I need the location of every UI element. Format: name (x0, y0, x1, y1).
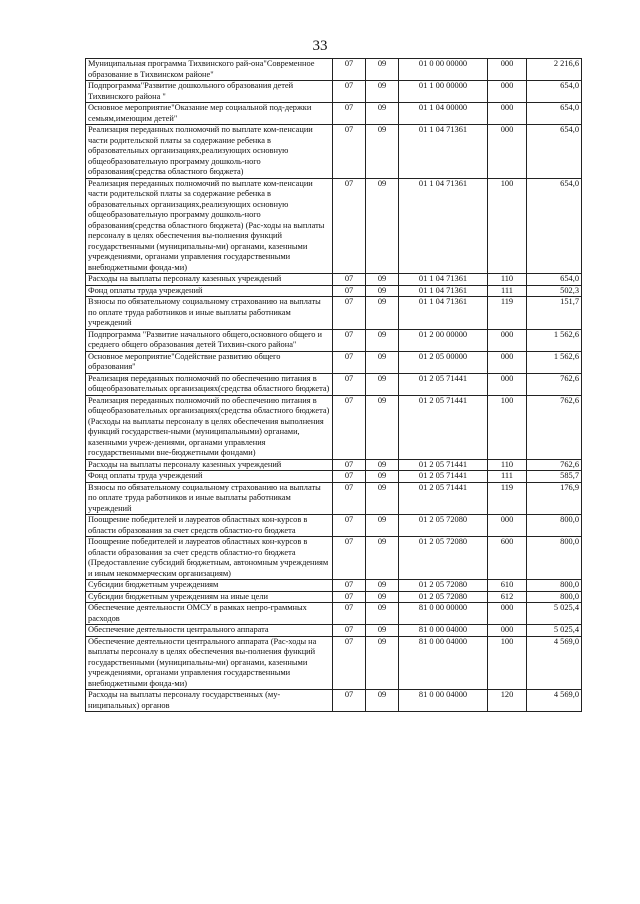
row-target-article-cell: 81 0 00 04000 (399, 636, 488, 690)
row-amount-cell: 502,3 (527, 285, 582, 297)
row-expense-type-cell: 000 (488, 125, 527, 179)
row-name-cell: Взносы по обязательному социальному страхованию на выплаты по оплате труда работников и иные выплаты работникам учреждений (86, 482, 333, 515)
row-subsection-cell: 09 (366, 103, 399, 125)
row-target-article-cell: 01 1 04 71361 (399, 297, 488, 330)
row-amount-cell: 800,0 (527, 580, 582, 592)
row-name-cell: Подпрограмма "Развитие начального общего,основного общего и среднего общего образования детей Тихвин-ского района" (86, 329, 333, 351)
row-name-cell: Обеспечение деятельности центрального аппарата (Рас-ходы на выплаты персоналу в целях обеспечения вы-полнения функций государственными (муниципальны-ми) органами, казенными учреждениями, органами управления государственными внебюджетными фонда-ми) (86, 636, 333, 690)
row-section-cell: 07 (333, 537, 366, 580)
budget-table-body (86, 59, 582, 712)
row-expense-type-cell: 000 (488, 603, 527, 625)
row-subsection-cell: 09 (366, 81, 399, 103)
row-target-article-cell: 01 2 05 72080 (399, 580, 488, 592)
row-name-cell: Муниципальная программа Тихвинского рай-она"Современное образование в Тихвинском районе" (86, 59, 333, 81)
row-name-cell: Взносы по обязательному социальному страхованию на выплаты по оплате труда работников и иные выплаты работникам учреждений (86, 297, 333, 330)
row-subsection-cell: 09 (366, 515, 399, 537)
row-name-cell: Фонд оплаты труда учреждений (86, 471, 333, 483)
row-expense-type-cell: 000 (488, 329, 527, 351)
row-name-cell: Поощрение победителей и лауреатов областных кон-курсов в области образования за счет средств областно-го бюджета (86, 515, 333, 537)
row-expense-type-cell: 100 (488, 636, 527, 690)
row-subsection-cell: 09 (366, 395, 399, 459)
row-target-article-cell: 01 2 05 71441 (399, 459, 488, 471)
row-amount-cell: 585,7 (527, 471, 582, 483)
row-section-cell: 07 (333, 373, 366, 395)
row-amount-cell: 654,0 (527, 178, 582, 274)
row-section-cell: 07 (333, 59, 366, 81)
row-amount-cell: 5 025,4 (527, 603, 582, 625)
row-section-cell: 07 (333, 580, 366, 592)
row-name-cell: Расходы на выплаты персоналу казенных учреждений (86, 274, 333, 286)
page-number: 33 (312, 38, 328, 54)
table-row (86, 329, 582, 351)
row-name-cell: Расходы на выплаты персоналу казенных учреждений (86, 459, 333, 471)
row-expense-type-cell: 000 (488, 373, 527, 395)
row-subsection-cell: 09 (366, 274, 399, 286)
table-row (86, 482, 582, 515)
row-name-cell: Основное мероприятие"Содействие развитию общего образования" (86, 351, 333, 373)
row-expense-type-cell: 612 (488, 591, 527, 603)
row-amount-cell: 2 216,6 (527, 59, 582, 81)
row-subsection-cell: 09 (366, 351, 399, 373)
row-amount-cell: 1 562,6 (527, 329, 582, 351)
row-subsection-cell: 09 (366, 482, 399, 515)
row-section-cell: 07 (333, 690, 366, 712)
row-section-cell: 07 (333, 515, 366, 537)
row-section-cell: 07 (333, 297, 366, 330)
row-section-cell: 07 (333, 482, 366, 515)
row-expense-type-cell: 119 (488, 482, 527, 515)
row-amount-cell: 654,0 (527, 274, 582, 286)
row-amount-cell: 762,6 (527, 373, 582, 395)
row-section-cell: 07 (333, 395, 366, 459)
table-row (86, 603, 582, 625)
row-section-cell: 07 (333, 178, 366, 274)
table-row (86, 285, 582, 297)
row-expense-type-cell: 119 (488, 297, 527, 330)
row-subsection-cell: 09 (366, 603, 399, 625)
row-subsection-cell: 09 (366, 471, 399, 483)
row-target-article-cell: 01 1 04 00000 (399, 103, 488, 125)
row-subsection-cell: 09 (366, 178, 399, 274)
row-target-article-cell: 01 0 00 00000 (399, 59, 488, 81)
row-expense-type-cell: 100 (488, 178, 527, 274)
row-subsection-cell: 09 (366, 125, 399, 179)
row-expense-type-cell: 000 (488, 59, 527, 81)
row-amount-cell: 654,0 (527, 103, 582, 125)
row-subsection-cell: 09 (366, 636, 399, 690)
table-row (86, 515, 582, 537)
row-amount-cell: 762,6 (527, 395, 582, 459)
row-amount-cell: 151,7 (527, 297, 582, 330)
row-section-cell: 07 (333, 351, 366, 373)
row-target-article-cell: 01 2 05 72080 (399, 537, 488, 580)
row-target-article-cell: 01 2 05 72080 (399, 515, 488, 537)
table-row (86, 81, 582, 103)
row-subsection-cell: 09 (366, 329, 399, 351)
table-row (86, 103, 582, 125)
row-expense-type-cell: 110 (488, 274, 527, 286)
row-target-article-cell: 01 2 05 71441 (399, 471, 488, 483)
table-row (86, 690, 582, 712)
row-target-article-cell: 81 0 00 04000 (399, 690, 488, 712)
row-target-article-cell: 01 1 04 71361 (399, 285, 488, 297)
row-subsection-cell: 09 (366, 537, 399, 580)
row-amount-cell: 1 562,6 (527, 351, 582, 373)
row-section-cell: 07 (333, 274, 366, 286)
row-name-cell: Реализация переданных полномочий по выплате ком-пенсации части родительской платы за содержание ребенка в образовательных организациях,реализующих основную общеобразовательную программу дошколь-ного образования(средства областного бюджета) (86, 125, 333, 179)
table-row (86, 297, 582, 330)
table-row (86, 580, 582, 592)
row-amount-cell: 4 569,0 (527, 636, 582, 690)
row-name-cell: Субсидии бюджетным учреждениям (86, 580, 333, 592)
row-name-cell: Реализация переданных полномочий по обеспечению питания в общеобразовательных организациях(средства областного бюджета) (86, 373, 333, 395)
row-name-cell: Реализация переданных полномочий по обеспечению питания в общеобразовательных организациях(средства областного бюджета) (Расходы на выплаты персоналу в целях обеспечения выполнения функций государствен-ными (муниципальными) органами, казенными учреж-дениями, органами управления государственными вне-бюджетными фондами) (86, 395, 333, 459)
row-name-cell: Субсидии бюджетным учреждениям на иные цели (86, 591, 333, 603)
row-name-cell: Основное мероприятие"Оказание мер социальной под-держки семьям,имеющим детей" (86, 103, 333, 125)
row-target-article-cell: 01 2 05 72080 (399, 591, 488, 603)
row-section-cell: 07 (333, 285, 366, 297)
row-name-cell: Реализация переданных полномочий по выплате ком-пенсации части родительской платы за содержание ребенка в образовательных организациях,реализующих основную общеобразовательную программу дошколь-ного образования(средства областного бюджета) (Рас-ходы на выплаты персоналу в целях обеспечения вы-полнения функций государственными (муниципальны-ми) органами, казенными учреждениями, органами управления государственными внебюджетными фонда-ми) (86, 178, 333, 274)
table-row (86, 395, 582, 459)
row-subsection-cell: 09 (366, 297, 399, 330)
row-amount-cell: 4 569,0 (527, 690, 582, 712)
row-expense-type-cell: 610 (488, 580, 527, 592)
row-amount-cell: 762,6 (527, 459, 582, 471)
row-expense-type-cell: 000 (488, 515, 527, 537)
table-row (86, 591, 582, 603)
row-target-article-cell: 01 1 04 71361 (399, 178, 488, 274)
row-expense-type-cell: 120 (488, 690, 527, 712)
row-target-article-cell: 81 0 00 04000 (399, 625, 488, 637)
row-amount-cell: 654,0 (527, 125, 582, 179)
row-target-article-cell: 01 1 04 71361 (399, 274, 488, 286)
row-expense-type-cell: 000 (488, 103, 527, 125)
table-row (86, 125, 582, 179)
row-subsection-cell: 09 (366, 690, 399, 712)
row-expense-type-cell: 111 (488, 471, 527, 483)
row-target-article-cell: 01 2 05 71441 (399, 482, 488, 515)
table-row (86, 351, 582, 373)
table-row (86, 471, 582, 483)
row-expense-type-cell: 600 (488, 537, 527, 580)
budget-table (85, 58, 582, 712)
row-amount-cell: 800,0 (527, 515, 582, 537)
row-target-article-cell: 01 2 05 71441 (399, 395, 488, 459)
row-section-cell: 07 (333, 125, 366, 179)
table-row (86, 537, 582, 580)
row-section-cell: 07 (333, 471, 366, 483)
row-name-cell: Обеспечение деятельности ОМСУ в рамках непро-граммных расходов (86, 603, 333, 625)
table-row (86, 59, 582, 81)
row-amount-cell: 176,9 (527, 482, 582, 515)
row-section-cell: 07 (333, 103, 366, 125)
row-name-cell: Подпрограмма"Развитие дошкольного образования детей Тихвинского района " (86, 81, 333, 103)
row-section-cell: 07 (333, 636, 366, 690)
row-subsection-cell: 09 (366, 285, 399, 297)
row-section-cell: 07 (333, 459, 366, 471)
row-target-article-cell: 01 2 00 00000 (399, 329, 488, 351)
row-section-cell: 07 (333, 81, 366, 103)
row-target-article-cell: 01 2 05 00000 (399, 351, 488, 373)
row-expense-type-cell: 100 (488, 395, 527, 459)
row-expense-type-cell: 111 (488, 285, 527, 297)
row-amount-cell: 5 025,4 (527, 625, 582, 637)
row-section-cell: 07 (333, 591, 366, 603)
table-row (86, 625, 582, 637)
row-expense-type-cell: 110 (488, 459, 527, 471)
row-name-cell: Фонд оплаты труда учреждений (86, 285, 333, 297)
table-row (86, 178, 582, 274)
row-expense-type-cell: 000 (488, 351, 527, 373)
row-name-cell: Поощрение победителей и лауреатов областных кон-курсов в области образования за счет средств областно-го бюджета (Предоставление субсидий бюджетным, автономным учреждениям и иным некоммерческим организациям) (86, 537, 333, 580)
table-row (86, 636, 582, 690)
row-name-cell: Расходы на выплаты персоналу государственных (му-ниципальных) органов (86, 690, 333, 712)
table-row (86, 373, 582, 395)
row-subsection-cell: 09 (366, 373, 399, 395)
row-target-article-cell: 01 2 05 71441 (399, 373, 488, 395)
row-subsection-cell: 09 (366, 59, 399, 81)
row-section-cell: 07 (333, 329, 366, 351)
row-subsection-cell: 09 (366, 625, 399, 637)
row-amount-cell: 800,0 (527, 537, 582, 580)
row-amount-cell: 800,0 (527, 591, 582, 603)
row-name-cell: Обеспечение деятельности центрального аппарата (86, 625, 333, 637)
row-expense-type-cell: 000 (488, 625, 527, 637)
row-target-article-cell: 01 1 04 71361 (399, 125, 488, 179)
row-section-cell: 07 (333, 603, 366, 625)
row-subsection-cell: 09 (366, 591, 399, 603)
row-section-cell: 07 (333, 625, 366, 637)
row-subsection-cell: 09 (366, 459, 399, 471)
row-target-article-cell: 01 1 00 00000 (399, 81, 488, 103)
row-amount-cell: 654,0 (527, 81, 582, 103)
table-row (86, 274, 582, 286)
table-row (86, 459, 582, 471)
row-subsection-cell: 09 (366, 580, 399, 592)
row-expense-type-cell: 000 (488, 81, 527, 103)
row-target-article-cell: 81 0 00 00000 (399, 603, 488, 625)
